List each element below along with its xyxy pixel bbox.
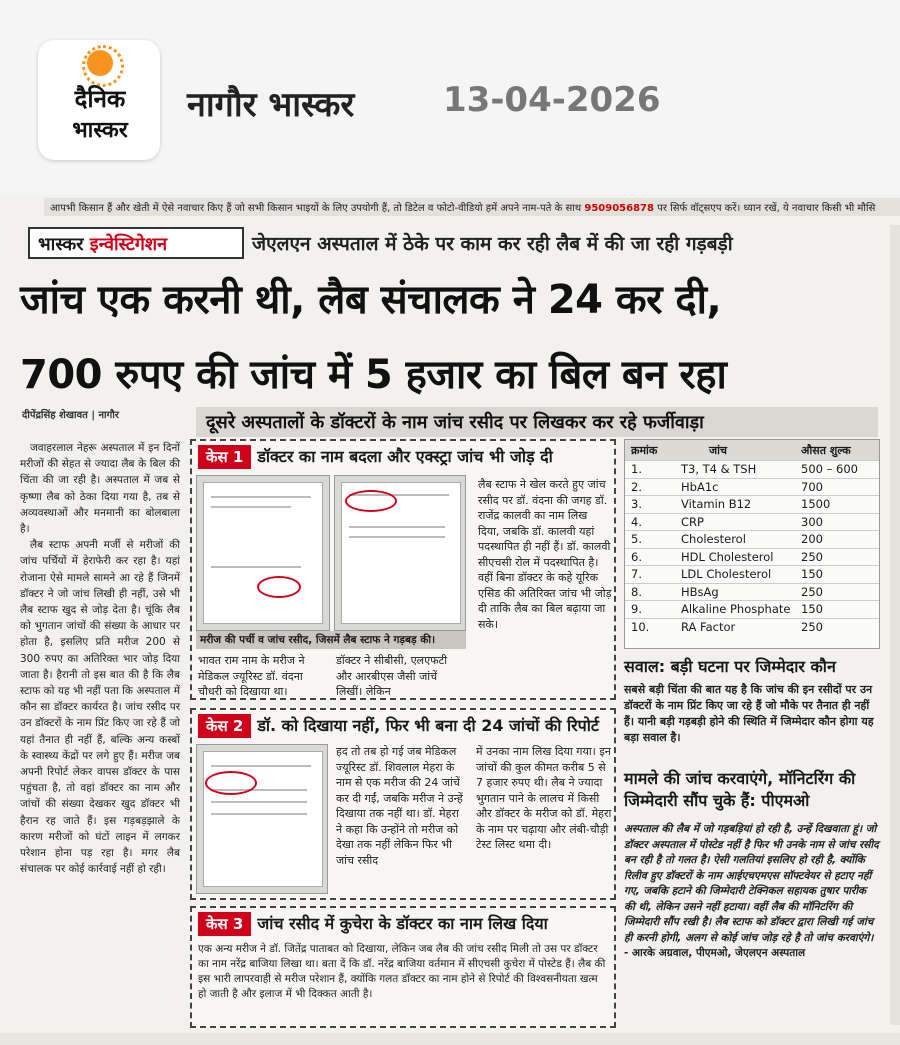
- table-cell: CRP: [681, 514, 704, 529]
- case-1-title: डॉक्टर का नाम बदला और एक्स्ट्रा जांच भी जोड़ दी: [257, 447, 553, 466]
- table-cell: 2.: [631, 479, 642, 494]
- ticker-phone: 9509056878: [584, 203, 654, 214]
- table-cell: 4.: [631, 514, 642, 529]
- case-2-tag: केस 2: [198, 714, 251, 738]
- sun-icon: [87, 50, 113, 76]
- tag-investigation: इन्वेस्टिगेशन: [89, 234, 168, 255]
- case-2-box: [190, 708, 616, 900]
- table-cell: 8.: [631, 584, 642, 599]
- table-cell: 3.: [631, 497, 642, 511]
- ticker-text-2: पर सिर्फ वॉट्सएप करें। ध्यान रखें, ये नवाचार किसी भी मौसि: [657, 203, 876, 214]
- edition-title: नागौर भास्कर: [187, 85, 355, 125]
- case-1-box: [190, 439, 616, 700]
- pmo-quote-text: अस्पताल की लैब में जो गड़बड़ियां हो रही है, उन्हें दिखवाता हूं। जो डॉक्टर अस्पताल में पोस्टेड नहीं है फिर भी उनके नाम से जांच रसीद बन रही है तो गलत है। ऐसी गलतियां इसलिए हो रही है, क्योंकि रिलीव हुए डॉक्टरों के नाम आईएचएमएस सॉफ्टवेयर से हटाए नहीं गए, जबकि हटाने की जिम्मेदारी टेक्निकल सहायक तुषार पारीक की थी, लेकिन उसने नहीं हटाया। वहीं लैब की मॉनिटरिंग की जिम्मेदारी सौंप रखी है। लैब स्टाफ को डॉक्टर द्वारा लिखी गई जांच ही करनी होगी, अलग से कोई जांच जोड़ रहे है तो जांच करवाएंगे।: [624, 823, 879, 944]
- table-cell: 9.: [631, 602, 642, 616]
- newspaper-page: [0, 195, 900, 1045]
- byline: दीपेंद्रसिंह शेखावत | नागौर: [22, 410, 119, 421]
- table-cell: HBsAg: [681, 584, 719, 599]
- table-cell: 250: [801, 549, 823, 564]
- table-cell: HbA1c: [681, 479, 719, 494]
- body-paragraph-2: लैब स्टाफ अपनी मर्जी से मरीजों की जांच पर्चियों में हेराफेरी कर रहा है। यहां रोजाना ऐसे मामले सामने आ रहे हैं जिनमें डॉक्टर ने जो जांच लिखी ही नहीं, उसे भी लैब स्टाफ खुद से जोड़ देता है। चूंकि लैब को भुगतान जांचों की संख्या के आधार पर होता है, इसलिए प्रति मरीज 200 से 300 रुपए का अतिरिक्त भार जोड़ दिया जाता है। हैरानी तो इस बात की है कि लैब स्टाफ को यह भी नहीं पता कि अस्पताल में कौन सा डॉक्टर कार्यरत है। जांच रसीद पर उन डॉक्टरों के नाम प्रिंट किए जा रहे हैं जो यहां तैनात ही नहीं हैं, बल्कि अन्य कस्बों के स्वास्थ्य केंद्रों पर लगे हुए हैं। मरीज जब अपनी रिपोर्ट लेकर वापस डॉक्टर के पास पहुंचता है, तो वहां डॉक्टर का नाम और जांचों की संख्या देखकर खुद डॉक्टर भी हैरान रह जाते हैं। इस गड़बड़झाले के कारण मरीजों को घंटों लाइन में लगकर परेशान होना पड़ रहा है। मगर लैब संचालक पर कोई कार्रवाई नहीं हो रही।: [20, 539, 180, 876]
- table-header-cell: औसत शुल्क: [801, 444, 851, 457]
- table-cell: HDL Cholesterol: [681, 549, 774, 564]
- table-row: [625, 460, 879, 478]
- report-photo: [196, 744, 328, 894]
- table-cell: 7.: [631, 567, 642, 581]
- table-row: [625, 565, 879, 583]
- case-1-tag: केस 1: [198, 445, 251, 469]
- table-cell: 200: [801, 532, 823, 546]
- pmo-heading: मामले की जांच करवाएंगे, मॉनिटरिंग की जिम्मेदारी सौंप चुके हैं: पीएमओ: [624, 769, 856, 810]
- table-cell: Cholesterol: [681, 532, 746, 546]
- table-cell: 700: [801, 479, 823, 494]
- logo-text-2: भास्कर: [72, 118, 128, 143]
- table-cell: 250: [801, 584, 823, 599]
- kicker: जेएलएन अस्पताल में ठेके पर काम कर रही लैब में की जा रही गड़बड़ी: [252, 233, 733, 255]
- headline-line-1: जांच एक करनी थी, लैब संचालक ने 24 कर दी,: [20, 277, 722, 323]
- case-1-photo-caption: मरीज की पर्ची व जांच रसीद, जिसमें लैब स्टाफ ने गड़बड़ की।: [196, 631, 466, 649]
- body-paragraph-1: जवाहरलाल नेहरू अस्पताल में इन दिनों मरीजों की सेहत से ज्यादा लैब के बिल की चिंता की जा रही है। अस्पताल में जब से कृष्णा लैब को ठेका दिया गया है, तब से अव्यवस्थाओं और मनमानी का बोलबाला है।: [20, 442, 180, 536]
- table-cell: 10.: [631, 619, 650, 634]
- tag-bhaskar: भास्कर: [38, 234, 84, 255]
- table-row: [625, 513, 879, 531]
- receipt-photo: [334, 475, 466, 631]
- table-header-cell: क्रमांक: [631, 444, 658, 457]
- case-2-heading: [198, 714, 599, 740]
- case-1-text-a: भावत राम नाम के मरीज ने मेडिकल ज्यूरिस्ट डॉ. वंदना चौधरी को दिखाया था।: [198, 654, 305, 698]
- table-cell: 6.: [631, 549, 642, 564]
- test-rate-table: [624, 439, 880, 649]
- case-3-tag: केस 3: [198, 912, 251, 936]
- case-3-heading: [198, 912, 548, 938]
- table-row: [625, 548, 879, 566]
- headline-line-2: 700 रुपए की जांच में 5 हजार का बिल बन रहा: [20, 352, 727, 398]
- table-cell: 1500: [801, 497, 831, 511]
- table-header-cell: जांच: [709, 444, 727, 457]
- table-cell: 250: [801, 619, 823, 634]
- pmo-quote: [624, 822, 880, 962]
- next-article-edge: [0, 1033, 900, 1045]
- question-heading: सवाल: बड़ी घटना पर जिम्मेदार कौन: [624, 657, 836, 676]
- adjacent-column-edge: [890, 225, 900, 1025]
- edition-date: 13-04-2026: [443, 80, 661, 120]
- table-cell: T3, T4 & TSH: [681, 462, 757, 476]
- app-header: [0, 0, 900, 195]
- logo-text-1: दैनिक: [74, 85, 126, 113]
- table-cell: Vitamin B12: [681, 497, 752, 511]
- case-1-heading: [198, 445, 553, 471]
- pmo-signature: - आरके अग्रवाल, पीएमओ, जेएलएन अस्पताल: [624, 947, 806, 959]
- case-2-text-a: हद तो तब हो गई जब मेडिकल ज्यूरिस्ट डॉ. शिवलाल मेहरा के नाम से एक मरीज की 24 जांचें कर दी गईं, जबकि मरीज ने उन्हें दिखाया तक नहीं था। डॉ. मेहरा ने कहा कि उन्होंने तो मरीज को देखा तक नहीं लेकिन फिर भी जांच रसीद: [336, 745, 463, 867]
- case-2-text-b: में उनका नाम लिख दिया गया। इन जांचों की कुल कीमत करीब 5 से 7 हजार रुपए थी। लैब ने ज्यादा भुगतान पाने के लालच में किसी और डॉक्टर के मरीज को डॉ. मेहरा के नाम पर चढ़ाया और लंबी-चौड़ी टेस्ट लिस्ट थमा दी।: [476, 745, 612, 851]
- table-cell: 1.: [631, 462, 642, 476]
- table-cell: 150: [801, 567, 823, 581]
- question-text: सबसे बड़ी चिंता की बात यह है कि जांच की इन रसीदों पर उन डॉक्टरों के नाम प्रिंट किए जा रहे हैं जो मौके पर तैनात ही नहीं हैं। यानी बड़ी गड़बड़ी होने की स्थिति में जिम्मेदार कौन होगा यह बड़ा सवाल है।: [624, 683, 874, 744]
- case-1-text-b: डॉक्टर ने सीबीसी, एलएफटी और आरबीएस जैसी जांचें लिखीं। लेकिन: [336, 654, 448, 698]
- case-3-title: जांच रसीद में कुचेरा के डॉक्टर का नाम लिख दिया: [257, 914, 548, 933]
- table-row: [625, 583, 879, 601]
- table-row: [625, 478, 879, 496]
- dainik-bhaskar-logo[interactable]: [38, 40, 160, 160]
- ticker-text: आपभी किसान हैं और खेती में ऐसे नवाचार किए हैं जो सभी किसान भाइयों के लिए उपयोगी हैं, तो डिटेल व फोटो-वीडियो हमें अपने नाम-पते के साथ: [50, 203, 582, 214]
- table-cell: Alkaline Phosphate: [681, 602, 791, 616]
- main-body-column: [20, 440, 180, 877]
- table-row: [625, 600, 879, 618]
- table-row: [625, 495, 879, 513]
- case-1-text-c: लैब स्टाफ ने खेल करते हुए जांच रसीद पर डॉ. वंदना की जगह डॉ. राजेंद्र कालवी का नाम लिख दिया, जबकि डॉ. कालवी यहां पदस्थापित ही नहीं हैं। डॉ. कालवी सीएचसी रोल में पदस्थापित है। वहीं बिना डॉक्टर के कहे यूरिक एसिड की अतिरिक्त जांच भी जोड़ दी ताकि लैब का बिल बढ़ाया जा सके।: [478, 478, 612, 631]
- table-cell: 5.: [631, 532, 642, 546]
- case-3-text: एक अन्य मरीज ने डॉ. जितेंद्र पाताबत को दिखाया, लेकिन जब लैब की जांच रसीद मिली तो उस पर डॉक्टर का नाम नरेंद्र बाजिया लिखा था। बता दें कि डॉ. नरेंद्र बाजिया वर्तमान में सीएचसी कुचेरा में पोस्टेड हैं। लैब की इस भारी लापरवाही से मरीज परेशान हैं, क्योंकि गलत डॉक्टर का नाम होने से रिपोर्ट की विश्वसनीयता खत्म हो जाती है और इलाज में भी दिक्कत आती है।: [198, 943, 606, 1000]
- table-cell: LDL Cholesterol: [681, 567, 772, 581]
- table-cell: 500 – 600: [801, 462, 858, 476]
- case-2-title: डॉ. को दिखाया नहीं, फिर भी बना दी 24 जांचों की रिपोर्ट: [257, 716, 599, 735]
- investigation-tag: [28, 227, 244, 259]
- table-cell: 300: [801, 514, 823, 529]
- case-3-box: [190, 906, 616, 1028]
- table-cell: 150: [801, 602, 823, 616]
- ticker-strip: [44, 198, 900, 216]
- table-cell: RA Factor: [681, 619, 736, 634]
- prescription-photo: [196, 475, 330, 631]
- table-row: [625, 618, 879, 636]
- table-header-row: [625, 440, 879, 460]
- table-row: [625, 530, 879, 548]
- subheadline: दूसरे अस्पतालों के डॉक्टरों के नाम जांच रसीद पर लिखकर कर रहे फर्जीवाड़ा: [196, 407, 878, 437]
